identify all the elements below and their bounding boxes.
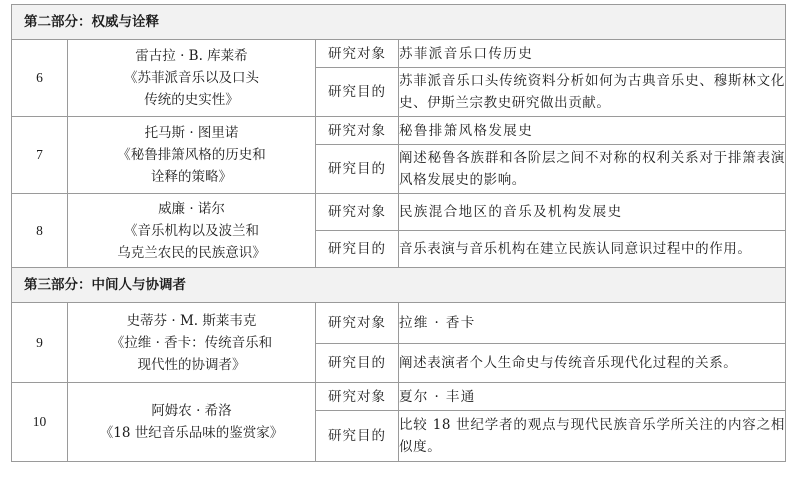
section-header [12,268,786,303]
research-purpose: 音乐表演与音乐机构在建立民族认同意识过程中的作用。 [399,231,786,268]
work-author: 阿姆农 · 希洛 [151,403,232,419]
work-author: 雷古拉 · B. 库莱希 [135,48,248,64]
work-cell [68,194,316,268]
purpose-label: 研究目的 [316,145,399,194]
work-title-line: 《苏菲派音乐以及口头 [124,70,259,86]
research-purpose: 苏菲派音乐口头传统资料分析如何为古典音乐史、穆斯林文化史、伊斯兰宗教史研究做出贡献。 [399,68,786,117]
work-cell [68,303,316,383]
research-object: 民族混合地区的音乐及机构发展史 [399,194,786,231]
work-title-line: 乌克兰农民的民族意识》 [117,244,266,261]
row-number: 6 [12,40,68,117]
research-object: 拉维 · 香卡 [399,303,786,344]
row-number: 10 [12,383,68,462]
research-purpose: 阐述秘鲁各族群和各阶层之间不对称的权利关系对于排箫表演风格发展史的影响。 [399,145,786,194]
research-object: 秘鲁排箫风格发展史 [399,117,786,145]
object-label: 研究对象 [316,40,399,68]
object-label: 研究对象 [316,303,399,344]
row-number: 7 [12,117,68,194]
purpose-label: 研究目的 [316,68,399,117]
table-row [12,117,786,145]
table-row [12,303,786,344]
work-title-line: 《秘鲁排箫风格的历史和 [117,147,266,163]
section-header [12,5,786,40]
work-cell [68,40,316,117]
purpose-label: 研究目的 [316,411,399,462]
row-number: 8 [12,194,68,268]
research-object: 苏菲派音乐口传历史 [399,40,786,68]
object-label: 研究对象 [316,117,399,145]
table-row [12,40,786,68]
object-label: 研究对象 [316,383,399,411]
table-row [12,194,786,231]
work-cell [68,117,316,194]
research-purpose: 比较 18 世纪学者的观点与现代民族音乐学所关注的内容之相似度。 [399,411,786,462]
research-object: 夏尔 · 丰通 [399,383,786,411]
purpose-label: 研究目的 [316,231,399,268]
work-title-line: 《18 世纪音乐品味的鉴赏家》 [99,425,284,441]
research-purpose: 阐述表演者个人生命史与传统音乐现代化过程的关系。 [399,344,786,383]
work-title-line: 诠释的策略》 [151,169,232,185]
purpose-label: 研究目的 [316,344,399,383]
work-author: 史蒂芬 · M. 斯莱韦克 [126,312,257,329]
section-title: 第二部分：权威与诠释 [12,5,786,40]
research-table [11,4,786,462]
work-title-line: 《音乐机构以及波兰和 [124,222,259,239]
row-number: 9 [12,303,68,383]
work-title-line: 《拉维 · 香卡：传统音乐和 [110,334,273,351]
work-author: 威廉 · 诺尔 [158,200,225,217]
table-row [12,383,786,411]
object-label: 研究对象 [316,194,399,231]
work-title-line: 现代性的协调者》 [137,356,246,373]
work-author: 托马斯 · 图里诺 [144,125,239,141]
section-title: 第三部分：中间人与协调者 [12,268,786,303]
work-title-line: 传统的史实性》 [144,92,239,108]
work-cell [68,383,316,462]
